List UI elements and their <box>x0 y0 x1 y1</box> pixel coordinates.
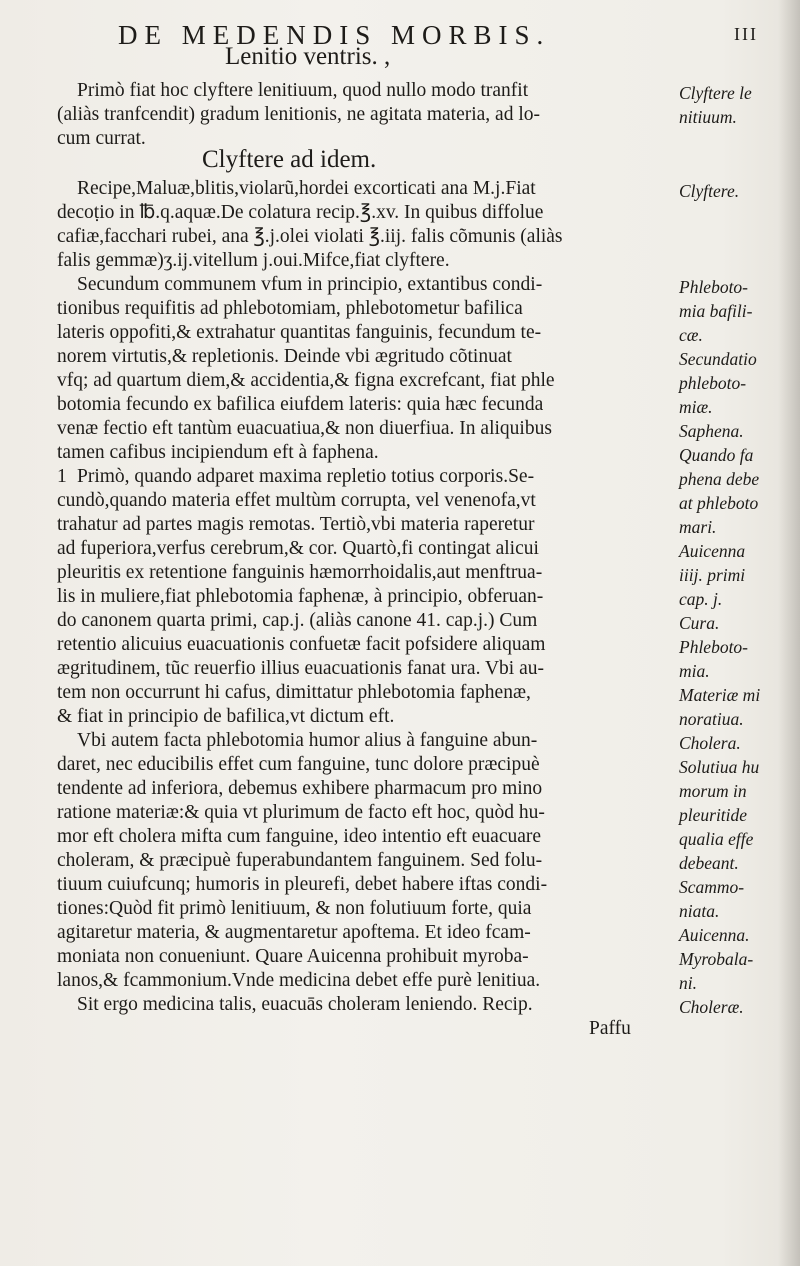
text-line: ratione materiæ:& quia vt plurimum de facto eft hoc, quòd hu- <box>57 802 545 823</box>
margin-note: Auicenna <box>679 541 746 561</box>
margin-note: Materiæ mi <box>679 685 761 705</box>
section-heading: Lenitio ventris. , <box>225 43 391 70</box>
margin-note: Clyftere le <box>679 83 752 103</box>
text-line: Secundum communem vfum in principio, extantibus condi- <box>77 274 543 295</box>
text-line: retentio alicuius euacuationis confuetæ facit pofsidere aliquam <box>57 634 546 655</box>
catchword: Paffu <box>589 1018 631 1039</box>
text-line: tiones:Quòd fit primò lenitiuum, & non folutiuum forte, quia <box>57 898 532 919</box>
text-line: decoṭio in ℔.q.aquæ.De colatura recip.℥.xv. In quibus diffolue <box>57 202 544 223</box>
margin-note: pleuritide <box>679 805 748 825</box>
margin-note: Auicenna. <box>679 925 750 945</box>
margin-note: Solutiua hu <box>679 757 760 777</box>
margin-note: morum in <box>679 781 747 801</box>
text-line: tem non occurrunt hi cafus, dimittatur phlebotomia faphenæ, <box>57 682 531 703</box>
text-line: Sit ergo medicina talis, euacuās choleram leniendo. Recip. <box>77 994 533 1015</box>
text-line: moniata non conueniunt. Quare Auicenna prohibuit myroba- <box>57 946 529 967</box>
text-line: vfq; ad quartum diem,& accidentia,& figna excrefcant, fiat phle <box>57 370 555 391</box>
text-line: do canonem quarta primi, cap.j. (aliàs canone 41. cap.j.) Cum <box>57 610 538 631</box>
text-line: tiuum cuiufcunq; humoris in pleurefi, debet habere iftas condi- <box>57 874 548 895</box>
text-line: trahatur ad partes magis remotas. Tertiò,vbi materia raperetur <box>57 514 535 535</box>
margin-note: nitiuum. <box>679 107 737 127</box>
item-number: 1 <box>57 466 67 487</box>
margin-note: Scammo- <box>679 877 745 897</box>
text-line: mor eft cholera mifta cum fanguine, ideo intentio eft euacuare <box>57 826 542 847</box>
text-line: cafiæ,facchari rubei, ana ℥.j.olei violati ℥.iij. falis cõmunis (aliàs <box>57 226 563 247</box>
margin-note: mari. <box>679 517 717 537</box>
text-line: norem virtutis,& repletionis. Deinde vbi ægritudo cõtinuat <box>57 346 512 367</box>
text-line: Vbi autem facta phlebotomia humor alius à fanguine abun- <box>77 730 538 751</box>
text-line: tendente ad inferiora, debemus exhibere pharmacum pro mino <box>57 778 543 799</box>
margin-note: Phleboto- <box>679 637 749 657</box>
margin-note: Cholera. <box>679 733 741 753</box>
margin-note: iiij. primi <box>679 565 746 585</box>
text-line: lanos,& fcammonium.Vnde medicina debet effe purè lenitiua. <box>57 970 541 991</box>
margin-note: Secundatio <box>679 349 757 369</box>
margin-note: Phleboto- <box>679 277 749 297</box>
margin-note: Cura. <box>679 613 720 633</box>
margin-note: at phleboto <box>679 493 759 513</box>
margin-note: cæ. <box>679 325 703 345</box>
text-line: lis in muliere,fiat phlebotomia faphenæ, à principio, obferuan- <box>57 586 544 607</box>
text-line: falis gemmæ)ʒ.ij.vitellum j.oui.Mifce,fiat clyftere. <box>57 250 450 271</box>
page-edge-shadow <box>778 0 800 1266</box>
text-line: & fiat in principio de bafilica,vt dictum eft. <box>57 706 395 727</box>
margin-note: Myrobala- <box>679 949 754 969</box>
margin-note: debeant. <box>679 853 739 873</box>
text-line: ægritudinem, tũc reuerfio illius euacuationis fanat ura. Vbi au- <box>57 658 544 679</box>
text-line: tionibus requifitis ad phlebotomiam, phlebotometur bafilica <box>57 298 523 319</box>
margin-note: mia bafili- <box>679 301 753 321</box>
margin-note: miæ. <box>679 397 713 417</box>
text-line: lateris oppofiti,& extrahatur quantitas fanguinis, fecundum te- <box>57 322 542 343</box>
margin-note: ni. <box>679 973 697 993</box>
margin-note: cap. j. <box>679 589 723 609</box>
margin-note: noratiua. <box>679 709 744 729</box>
margin-note: Saphena. <box>679 421 744 441</box>
text-line: choleram, & præcipuè fuperabundantem fanguinem. Sed folu- <box>57 850 543 871</box>
margin-note: Clyftere. <box>679 181 740 201</box>
text-line: Primò fiat hoc clyftere lenitiuum, quod nullo modo tranfit <box>77 80 529 101</box>
running-head: DE MEDENDIS MORBIS. <box>118 20 551 50</box>
text-line: tamen cafibus incipiendum eft à faphena. <box>57 442 379 463</box>
section-heading: Clyftere ad idem. <box>202 146 377 173</box>
margin-note: Choleræ. <box>679 997 744 1017</box>
margin-note: phleboto- <box>679 373 747 393</box>
text-line: (aliàs tranfcendit) gradum lenitionis, ne agitata materia, ad lo- <box>57 104 540 125</box>
text-line: cundò,quando materia effet multùm corrupta, vel venenofa,vt <box>57 490 536 511</box>
text-line: ad fuperiora,verfus cerebrum,& cor. Quartò,fi contingat alicui <box>57 538 539 559</box>
margin-note: niata. <box>679 901 720 921</box>
text-line: pleuritis ex retentione fanguinis hæmorrhoidalis,aut menftrua- <box>57 562 543 583</box>
margin-note: mia. <box>679 661 710 681</box>
text-line: venæ fectio eft tantùm euacuatiua,& non diuerfiua. In aliquibus <box>57 418 552 439</box>
text-line: Primò, quando adparet maxima repletio totius corporis.Se- <box>77 466 535 487</box>
text-line: Recipe,Maluæ,blitis,violarũ,hordei excorticati ana M.j.Fiat <box>77 178 536 199</box>
margin-note: Quando fa <box>679 445 754 465</box>
text-line: daret, nec educibilis effet cum fanguine, tunc dolore præcipuè <box>57 754 540 775</box>
page-header <box>118 20 758 56</box>
text-line: agitaretur materia, & augmentaretur apoftema. Et ideo fcam- <box>57 922 531 943</box>
margin-note: qualia effe <box>679 829 754 849</box>
page-number: III <box>734 24 758 44</box>
margin-note: phena debe <box>679 469 760 489</box>
text-line: cum currat. <box>57 128 146 149</box>
text-line: botomia fecundo ex bafilica eiufdem lateris: quia hæc fecunda <box>57 394 544 415</box>
